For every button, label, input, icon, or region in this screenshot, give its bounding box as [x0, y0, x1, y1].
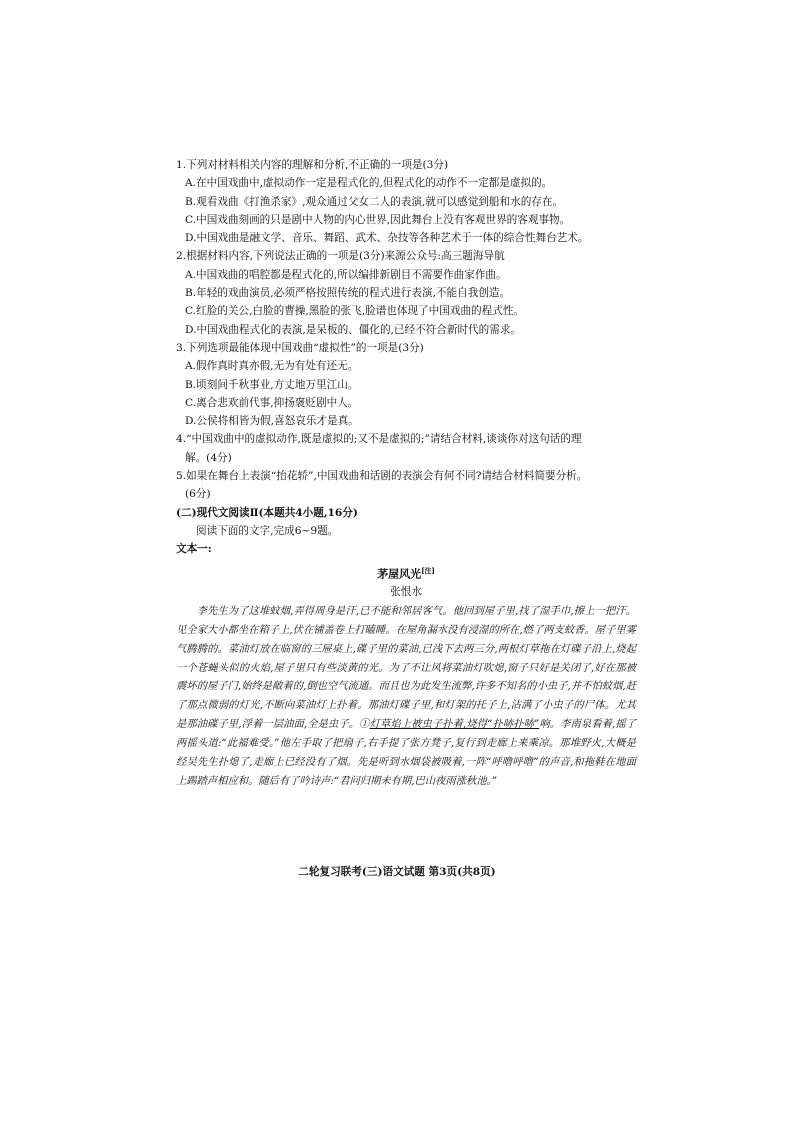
- question-1-stem: 1.下列对材料相关内容的理解和分析,不正确的一项是(3分): [176, 159, 449, 171]
- story-title-note: [注]: [421, 565, 435, 575]
- question-4-line-2: 解。(4分): [185, 451, 232, 464]
- question-2-stem: 2.根据材料内容,下列说法正确的一项是(3分)来源公众号:高三题海导航: [176, 250, 505, 263]
- story-text-before: 李先生为了这堆蚊烟,弄得周身是汗,已不能和邻居客气。他回到屋子里,找了湿手巾,擦上一把汗。见全家大小都坐在箱子上,伏在铺盖卷上打瞌睡。在屋角漏水没有浸湿的所在,燃了两支蚊香。屋子里雾气腾腾的。菜油灯放在临窗的三屉桌上,碟子里的菜油,已浅下去两三分,两根灯草拖在灯碟子沿上,烧起一个苍蝇头似的火焰,屋子里只有些淡黄的光。为了不让风将菜油灯吹熄,窗子只好是关闭了,好在那被震坏的屋子门,始终是敞着的,倒也空气流通。而且也为此发生流弊,许多不知名的小虫子,并不怕蚊烟,赶了那点微弱的灯光,不断向菜油灯上扑着。那油灯碟子里,和灯架的托子上,沾满了小虫子的尸体。尤其是那油碟子里,浮着一层油面,全是虫子。: [176, 604, 636, 731]
- annotation-marker: ①: [359, 718, 370, 731]
- story-title: [176, 562, 636, 584]
- question-1-option-b: B.观看戏曲《打渔杀家》,观众通过父女二人的表演,就可以感觉到船和水的存在。: [185, 195, 564, 208]
- question-5-line-2: (6分): [185, 488, 211, 501]
- question-2-option-a: A.中国戏曲的唱腔都是程式化的,所以编排新剧目不需要作曲家作曲。: [185, 268, 507, 281]
- section-heading: (二)现代文阅读Ⅱ(本题共4小题,16分): [176, 506, 358, 519]
- story-title-text: 茅屋风光: [377, 567, 422, 581]
- question-3-stem: 3.下列选项最能体现中国戏曲“虚拟性”的一项是(3分): [176, 341, 424, 354]
- text-one-label: 文本一:: [176, 543, 212, 556]
- section-instruction: 阅读下面的文字,完成6~9题。: [196, 524, 339, 537]
- question-2-option-d: D.中国戏曲程式化的表演,是呆板的、僵化的,已经不符合新时代的需求。: [185, 323, 522, 336]
- content-block: [176, 156, 636, 791]
- story-text-after: 响。李南泉看着,摇了两摇头道:“此福难受。”他左手取了把扇子,右手提了张方凳子,复行到走廊上来乘凉。那堆野火,大概是经吴先生扑熄了,走廊上已经没有了烟。先是听到水烟袋被吸着,一阵“呼噜呼噜”的声音,和拖鞋在地面上踢踏声相应和。随后有了吟诗声:“君问归期未有期,巴山夜雨涨秋池。”: [176, 718, 637, 787]
- question-2-option-b: B.年轻的戏曲演员,必须严格按照传统的程式进行表演,不能自我创造。: [185, 287, 511, 300]
- question-2-option-c: C.红脸的关公,白脸的曹操,黑脸的张飞,脸谱也体现了中国戏曲的程式性。: [185, 305, 525, 318]
- question-4-line-1: 4.“中国戏曲中的虚拟动作,既是虚拟的;又不是虚拟的;”请结合材料,谈谈你对这句话的理: [176, 433, 582, 446]
- question-3-option-c: C.离合悲欢前代事,抑扬褒贬剧中人。: [185, 396, 359, 409]
- underlined-sentence: 灯草焰上被虫子扑着,烧得“扑哧扑哧”: [369, 718, 540, 731]
- question-1-option-d: D.中国戏曲是融文学、音乐、舞蹈、武术、杂技等各种艺术于一体的综合性舞台艺术。: [185, 232, 589, 245]
- question-3-option-d: D.公侯将相皆为假,喜怒哀乐才是真。: [185, 415, 359, 428]
- question-3-option-b: B.顷刻间千秋事业,方丈地万里江山。: [185, 378, 359, 391]
- question-1-option-a: A.在中国戏曲中,虚拟动作一定是程式化的,但程式化的动作不一定都是虚拟的。: [185, 177, 553, 190]
- story-author: 张恨水: [390, 586, 422, 599]
- question-1-option-c: C.中国戏曲刻画的只是剧中人物的内心世界,因此舞台上没有客观世界的客观事物。: [185, 213, 571, 226]
- story-paragraph: [176, 602, 636, 791]
- question-5-line-1: 5.如果在舞台上表演“抬花轿”,中国戏曲和话剧的表演会有何不同?请结合材料简要分析。: [176, 470, 588, 483]
- question-3-option-a: A.假作真时真亦假,无为有处有还无。: [185, 360, 359, 373]
- page-footer: 二轮复习联考(三)语文试题 第3页(共8页): [298, 866, 496, 878]
